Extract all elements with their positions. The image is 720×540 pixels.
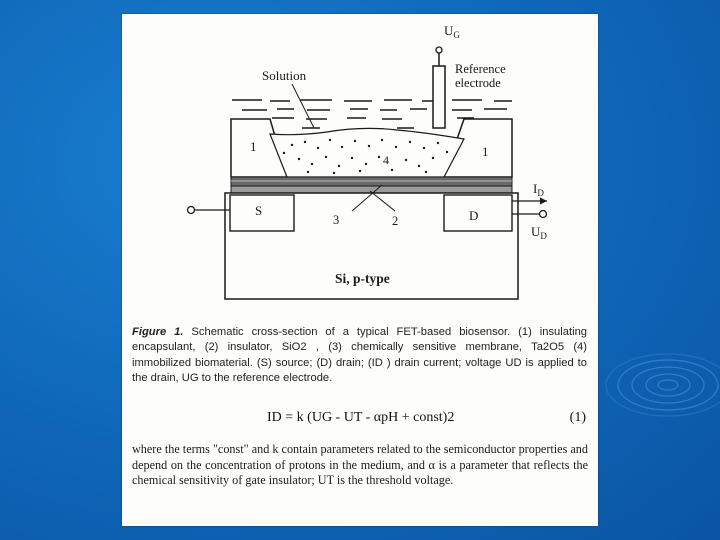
fet-biosensor-diagram (122, 14, 598, 314)
ud-label: U (531, 224, 541, 239)
solution-leader (292, 84, 314, 128)
source-label: S (255, 203, 263, 218)
caption-text: Schematic cross-section of a typical FET-based biosensor. (1) insulating encapsulant, (2) insulator, SiO2 , (3) chemically sensitive membrane, Ta2O5 (4) immobilized biomaterial. (S) source; (D) drain; (ID ) drain current; voltage UD is applied to the drain, UG to the reference electrode. (132, 326, 588, 385)
ud-label-sub: D (540, 231, 547, 241)
current-arrow (540, 198, 547, 205)
ug-terminal (436, 47, 442, 53)
reference-label-line2: electrode (455, 76, 501, 90)
encapsulant-right-label: 1 (482, 144, 489, 159)
svg-text:ID (533, 181, 544, 198)
svg-text:UD (531, 224, 547, 241)
reference-label-line1: Reference (455, 62, 506, 76)
insulator-label: 2 (392, 214, 399, 228)
equation-number: (1) (569, 410, 586, 425)
solution-label: Solution (262, 68, 307, 83)
body-paragraph: where the terms "const" and k contain parameters related to the semiconductor properties and depend on the concentration of protons in the medium, and α is a parameter that reflects the chemical sensitivity of gate insulator; UT is the threshold voltage. (132, 442, 588, 487)
encapsulant-left-label: 1 (250, 139, 257, 154)
membrane-label: 3 (333, 213, 340, 227)
membrane-layer (231, 177, 512, 186)
drain-label: D (469, 208, 479, 223)
figure-caption (132, 325, 587, 387)
id-label: I (533, 181, 538, 196)
document-page (122, 14, 598, 526)
ug-label-sub: G (453, 30, 460, 40)
drain-terminal (540, 211, 547, 218)
reference-electrode (433, 66, 445, 128)
biomaterial-region (270, 128, 464, 177)
substrate-label: Si, p-type (335, 271, 390, 286)
biomaterial-label: 4 (383, 153, 389, 167)
source-terminal (188, 207, 195, 214)
ug-label: U (444, 23, 454, 38)
equation-block (122, 410, 598, 430)
equation-formula: ID = k (UG - UT - αpH + const)2 (267, 410, 455, 425)
caption-lead: Figure 1. (132, 326, 184, 338)
svg-text:UG (444, 23, 460, 40)
id-label-sub: D (537, 188, 544, 198)
